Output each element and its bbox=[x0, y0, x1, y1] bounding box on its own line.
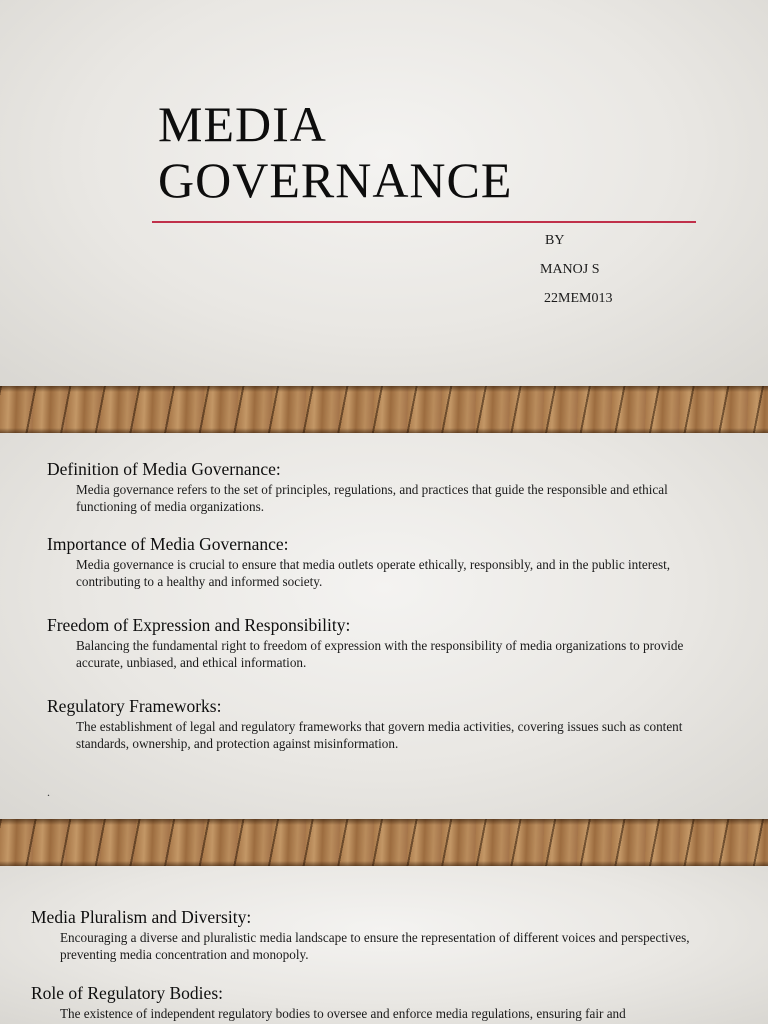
presentation-title bbox=[158, 96, 718, 208]
topic-importance bbox=[47, 534, 717, 590]
author-name: MANOJ S bbox=[540, 262, 600, 277]
topic-text: Media governance is crucial to ensure that media outlets operate ethically, responsibly, and in the public interest, contributing to a healthy and informed society. bbox=[76, 557, 671, 589]
wood-floor-divider bbox=[0, 386, 768, 433]
topic-media-pluralism bbox=[31, 907, 711, 963]
trailing-mark: . bbox=[47, 785, 50, 799]
topic-text: Media governance refers to the set of principles, regulations, and practices that guide the responsible and ethical functioning of media organizations. bbox=[76, 482, 668, 514]
roll-number: 22MEM013 bbox=[544, 291, 613, 306]
topic-freedom-of-expression bbox=[47, 615, 717, 671]
topic-heading: Role of Regulatory Bodies: bbox=[31, 983, 223, 1003]
title-line-2: GOVERNANCE bbox=[158, 152, 513, 208]
topic-regulatory-frameworks bbox=[47, 696, 717, 752]
content-slide-2 bbox=[0, 866, 768, 1024]
topic-heading: Media Pluralism and Diversity: bbox=[31, 907, 252, 927]
topic-text: The existence of independent regulatory bodies to oversee and enforce media regulations, ensuring fair and bbox=[60, 1006, 626, 1021]
topic-regulatory-bodies bbox=[31, 983, 711, 1022]
content-slide-1 bbox=[0, 433, 768, 819]
wood-floor-divider bbox=[0, 819, 768, 866]
topic-heading: Regulatory Frameworks: bbox=[47, 696, 222, 716]
topic-heading: Importance of Media Governance: bbox=[47, 534, 289, 554]
topic-text: Balancing the fundamental right to freedom of expression with the responsibility of media organizations to provide accurate, unbiased, and ethical information. bbox=[76, 638, 684, 670]
title-slide bbox=[0, 0, 768, 386]
topic-heading: Definition of Media Governance: bbox=[47, 459, 281, 479]
topic-heading: Freedom of Expression and Responsibility: bbox=[47, 615, 351, 635]
topic-text: Encouraging a diverse and pluralistic media landscape to ensure the representation of different voices and perspectives, preventing media concentration and monopoly. bbox=[60, 930, 690, 962]
title-divider bbox=[152, 221, 696, 223]
by-label: BY bbox=[545, 233, 565, 248]
title-line-1: MEDIA bbox=[158, 96, 327, 152]
topic-definition bbox=[47, 459, 717, 515]
topic-text: The establishment of legal and regulatory frameworks that govern media activities, covering issues such as content standards, ownership, and protection against misinformation. bbox=[76, 719, 683, 751]
